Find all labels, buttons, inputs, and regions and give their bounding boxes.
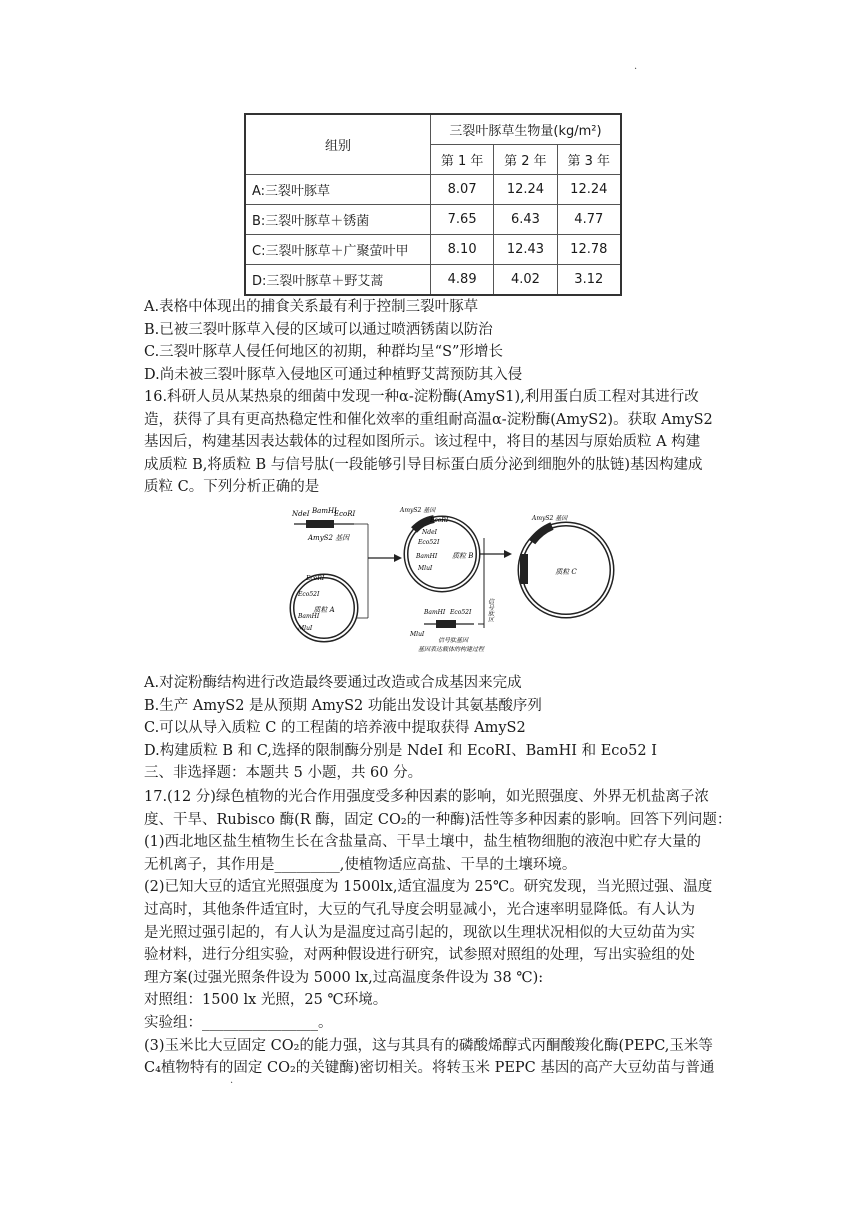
biomass-table	[244, 113, 622, 296]
label-gene: AmyS2 基因	[308, 534, 350, 542]
figure-svg	[284, 498, 624, 658]
label-plasmid-c: 质粒 C	[555, 568, 577, 576]
group-header: 组别	[245, 114, 431, 175]
q16-stem: 16.科研人员从某热泉的细菌中发现一种α-淀粉酶(AmyS1),利用蛋白质工程对其进行改 造，获得了具有更高热稳定性和催化效率的重组耐高温α-淀粉酶(AmyS2)。获取 AmyS2 基因后，构建基因表达载体的过程如图所示。该过程中，将目的基因与原始质粒 A 构建 成质粒 B,将质粒 B 与信号肽(一段能够引导目标蛋白质分泌到细胞外的肽链)基因构建成 质粒 C。下列分析正确的是	[144, 389, 713, 496]
q15-options	[144, 296, 744, 386]
label-bam-b: BamHⅠ	[416, 553, 438, 560]
scan-dot: ·	[634, 64, 638, 75]
label-signal-region: 信号肽区	[486, 598, 494, 622]
q15-option-a: A.表格中体现出的捕食关系最有利于控制三裂叶豚草	[144, 299, 479, 315]
label-eco-b: EcoRⅠ	[430, 517, 449, 524]
label-eco52-sig: Eco52Ⅰ	[450, 609, 472, 616]
label-eco52-b: Eco52Ⅰ	[418, 539, 440, 546]
q16-option-d: D.构建质粒 B 和 C,选择的限制酶分别是 NdeI 和 EcoRI、BamHI 和 Eco52 I	[144, 742, 657, 759]
year-1-header: 第 1 年	[431, 145, 494, 175]
q15-option-b: B.已被三裂叶豚草入侵的区域可以通过喷洒锈菌以防治	[144, 321, 493, 338]
q16-option-c: C.可以从导入质粒 C 的工程菌的培养液中提取获得 AmyS2	[144, 720, 526, 737]
label-caption: 基因表达载体的构建过程	[418, 646, 485, 653]
label-mlu-a: MluⅠ	[298, 625, 313, 632]
label-plasmid-a: 质粒 A	[313, 606, 335, 614]
biomass-header: 三裂叶豚草生物量(kg/m²)	[431, 114, 622, 145]
q16-option-a: A.对淀粉酶结构进行改造最终要通过改造或合成基因来完成	[144, 675, 522, 691]
arrow-icon	[504, 550, 512, 558]
label-bam-a: BamHⅠ	[298, 613, 320, 620]
scan-dot: ·	[230, 1078, 234, 1089]
label-bam-sig: BamHⅠ	[424, 609, 446, 616]
label-amys2-c: AmyS2 基因	[532, 515, 568, 522]
q15-option-c: C.三裂叶豚草人侵任何地区的初期，种群均呈“S”形增长	[144, 344, 503, 361]
label-mlu-b: MluⅠ	[418, 565, 433, 572]
table-row: C:三裂叶豚草＋广聚萤叶甲 8.10 12.43 12.78	[245, 235, 621, 265]
section-3-heading: 三、非选择题：本题共 5 小题，共 60 分。	[144, 765, 423, 782]
table-row: A:三裂叶豚草 8.07 12.24 12.24	[245, 175, 621, 205]
label-nde-b: NdeⅠ	[422, 529, 438, 536]
label-plasmid-b: 质粒 B	[452, 552, 474, 560]
q17: 17.(12 分)绿色植物的光合作用强度受多种因素的影响，如光照强度、外界无机盐离子浓 度、干旱、Rubisco 酶(R 酶，固定 CO₂的一种酶)活性等多种因素的影响。回答下列问题： (1)西北地区盐生植物生长在含盐量高、干旱土壤中，盐生植物细胞的液泡中贮存大量的 无机离子，其作用是_________,使植物适应高盐、干旱的土壤环境。 (2)已知大豆的适宜光照强度为 1500lx,适宜温度为 25℃。研究发现，当光照过强、温度 过高时，其他条件适宜时，大豆的气孔导度会明显减小，光合速率明显降低。有人认为 是光照过强引起的，有人认为是温度过高引起的，现欲以生理状况相似的大豆幼苗为实 验材料，进行分组实验，对两种假设进行研究，试参照对照组的处理，写出实验组的处 理方案(过强光照条件设为 5000 lx,过高温度条件设为 38 ℃): 对照组：1500 lx 光照，25 ℃环境。 实验组：________________。 (3)玉米比大豆固定 CO₂的能力强，这与其具有的磷酸烯醇式丙酮酸羧化酶(PEPC,玉米等 C₄植物特有的固定 CO₂的关键酶)密切相关。将转玉米 PEPC 基因的高产大豆幼苗与普通	[144, 789, 732, 1077]
label-eco52-a: Eco52Ⅰ	[298, 591, 320, 598]
label-nde: NdeⅠ	[292, 510, 310, 518]
year-2-header: 第 2 年	[494, 145, 557, 175]
label-eco-a: EcoRⅠ	[306, 575, 325, 582]
table-row: B:三裂叶豚草＋锈菌 7.65 6.43 4.77	[245, 205, 621, 235]
vector-construction-figure	[284, 498, 624, 658]
table-row: D:三裂叶豚草＋野艾蒿 4.89 4.02 3.12	[245, 265, 621, 296]
q16-option-b: B.生产 AmyS2 是从预期 AmyS2 功能出发设计其氨基酸序列	[144, 697, 542, 714]
label-bam: BamHⅠ	[312, 507, 337, 515]
label-eco: EcoRⅠ	[334, 510, 356, 518]
q16-options	[144, 672, 744, 785]
gene-fragment	[306, 520, 334, 528]
arrow-icon	[394, 554, 402, 562]
q15-option-d: D.尚未被三裂叶豚草入侵地区可通过种植野艾蒿预防其入侵	[144, 366, 523, 383]
label-mlu-sig: MluⅠ	[410, 631, 425, 638]
label-amys2-b: AmyS2 基因	[400, 507, 436, 514]
signal-fragment	[436, 620, 456, 628]
year-3-header: 第 3 年	[557, 145, 621, 175]
label-signal-gene: 信号肽基因	[438, 637, 469, 644]
